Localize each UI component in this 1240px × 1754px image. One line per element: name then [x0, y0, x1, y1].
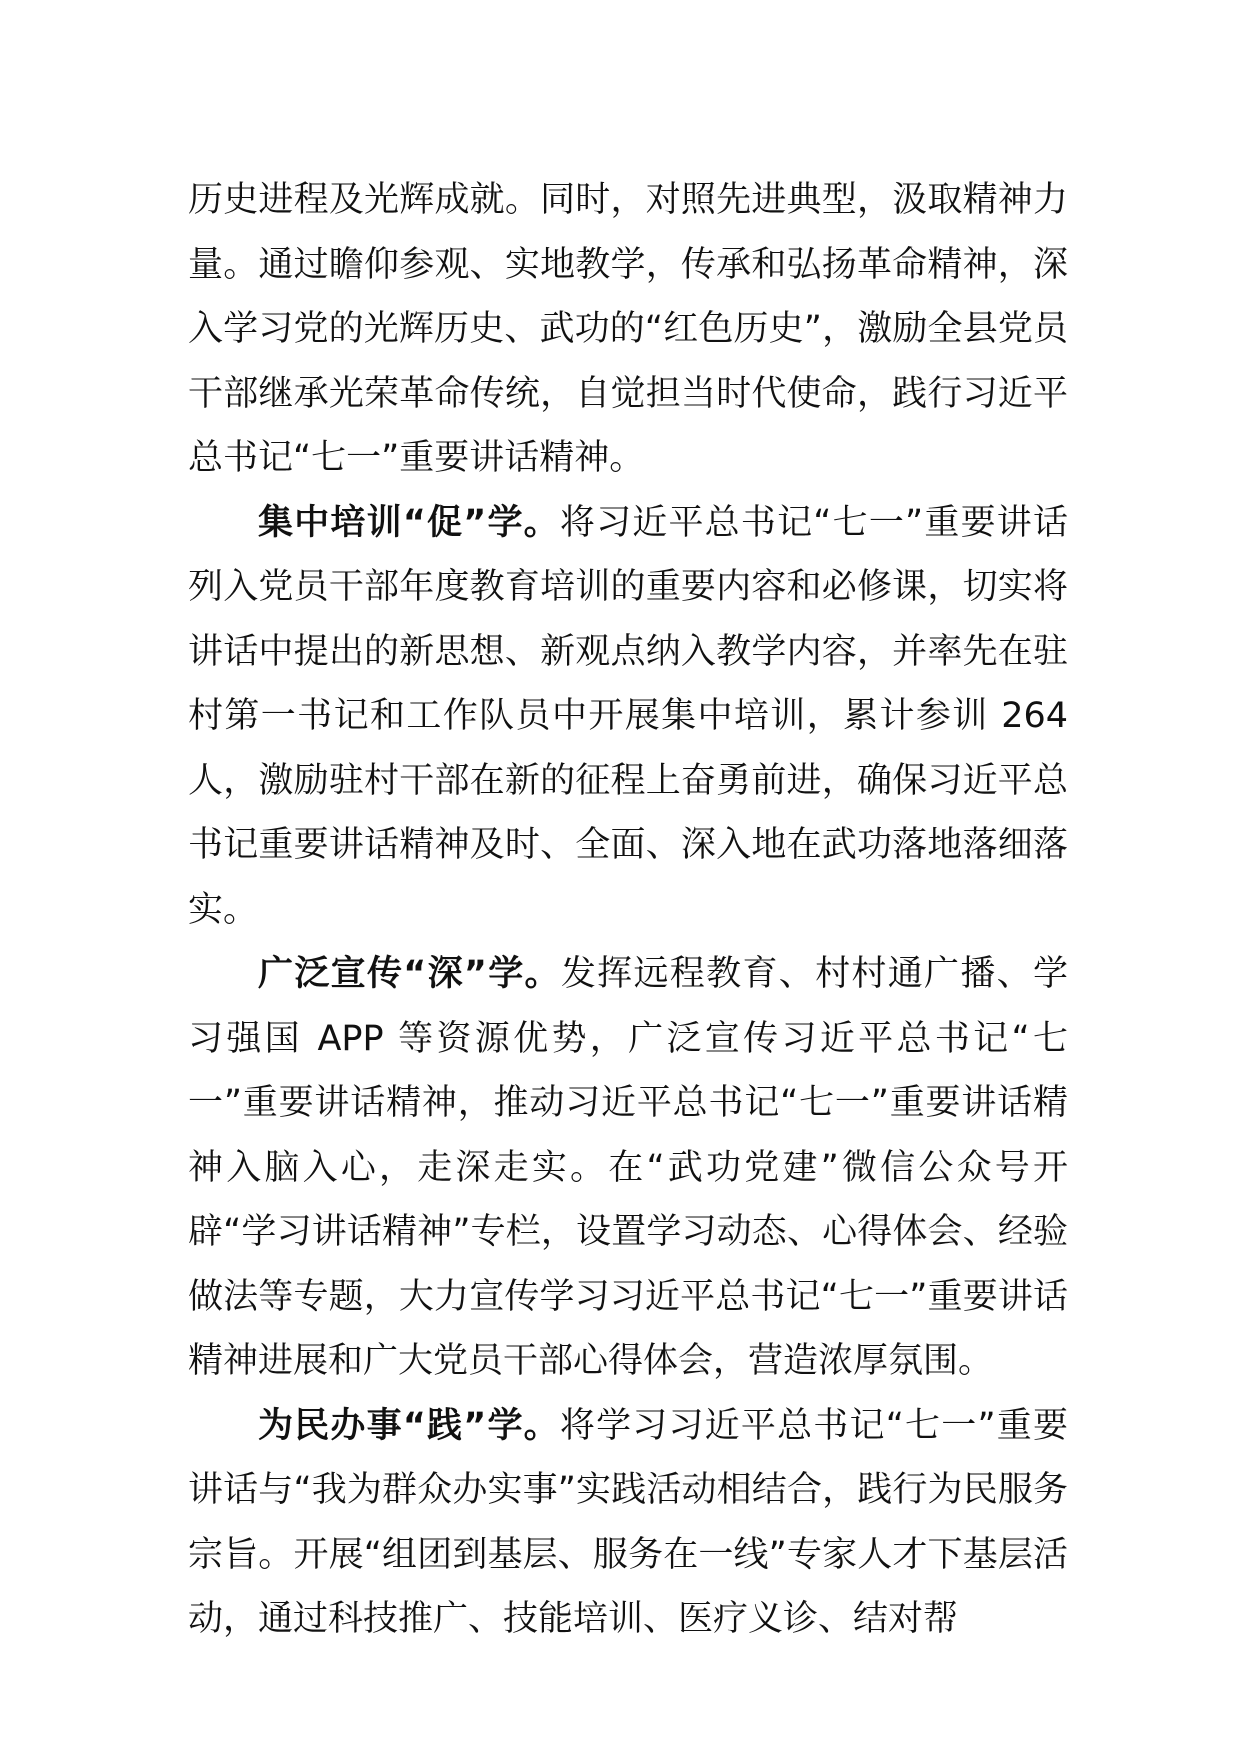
paragraph-text: 将习近平总书记“七一”重要讲话列入党员干部年度教育培训的重要内容和必修课，切实将讲话中提出的新思想、新观点纳入教学内容，并率先在驻村第一书记和工作队员中开展集中培训，累计参训 264 人，激励驻村干部在新的征程上奋勇前进，确保习近平总书记重要讲话精神及时、全面、深入地在武功落地落细落实。	[188, 502, 1068, 930]
paragraph-text: 将学习习近平总书记“七一”重要讲话与“我为群众办实事”实践活动相结合，践行为民服务宗旨。开展“组团到基层、服务在一线”专家人才下基层活动，通过科技推广、技能培训、医疗义诊、结对帮	[188, 1405, 1068, 1639]
paragraph-text: 发挥远程教育、村村通广播、学习强国 APP 等资源优势，广泛宣传习近平总书记“七一”重要讲话精神，推动习近平总书记“七一”重要讲话精神入脑入心，走深走实。在“武功党建”微信公众号开辟“学习讲话精神”专栏，设置学习动态、心得体会、经验做法等专题，大力宣传学习习近平总书记“七一”重要讲话精神进展和广大党员干部心得体会，营造浓厚氛围。	[188, 954, 1068, 1381]
paragraph-heading: 广泛宣传“深”学。	[258, 954, 561, 994]
paragraph-continuation	[188, 168, 1068, 491]
paragraph-text: 历史进程及光辉成就。同时，对照先进典型，汲取精神力量。通过瞻仰参观、实地教学，传承和弘扬革命精神，深入学习党的光辉历史、武功的“红色历史”，激励全县党员干部继承光荣革命传统，自觉担当时代使命，践行习近平总书记“七一”重要讲话精神。	[188, 180, 1068, 478]
paragraph-heading: 集中培训“促”学。	[258, 502, 560, 543]
paragraph-concentrated-training	[188, 491, 1068, 943]
paragraph-heading: 为民办事“践”学。	[258, 1405, 560, 1446]
document-body	[188, 168, 1068, 1652]
paragraph-wide-publicity	[188, 942, 1068, 1394]
paragraph-serve-people	[188, 1394, 1068, 1652]
